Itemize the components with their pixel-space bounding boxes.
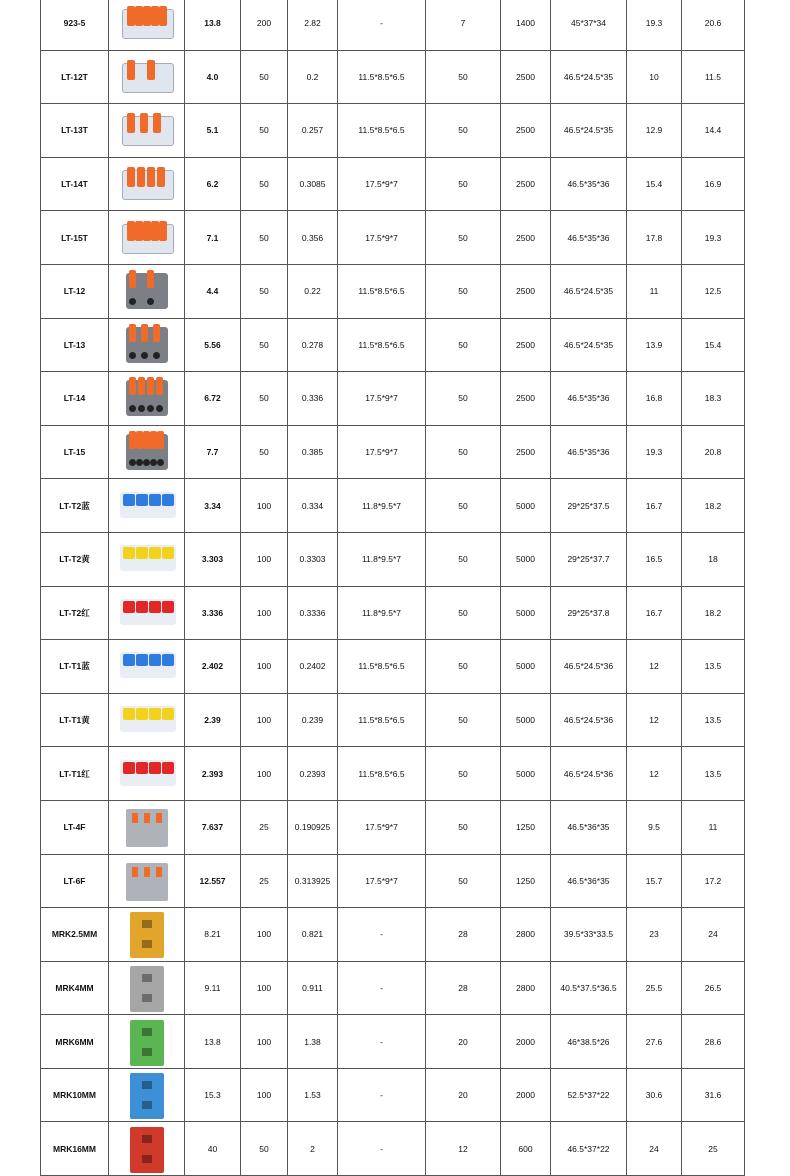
table-row <box>41 1122 745 1176</box>
product-image-cell <box>109 800 185 854</box>
product-image-cell <box>109 479 185 533</box>
product-image-cell <box>109 1122 185 1176</box>
model-cell: LT-T2黄 <box>41 532 109 586</box>
table-body <box>41 0 745 1176</box>
total-qty-cell: 2500 <box>501 425 551 479</box>
product-size-cell: - <box>338 908 426 962</box>
product-image-cell <box>109 425 185 479</box>
weight-cell: 0.313925 <box>288 854 338 908</box>
net-weight-cell: 12 <box>627 640 682 694</box>
pack-qty-cell: 100 <box>241 961 288 1015</box>
product-size-cell: - <box>338 1015 426 1069</box>
weight-cell: 0.3303 <box>288 532 338 586</box>
weight-cell: 0.22 <box>288 264 338 318</box>
carton-size-cell: 46.5*35*36 <box>551 211 627 265</box>
net-weight-cell: 27.6 <box>627 1015 682 1069</box>
model-cell: MRK4MM <box>41 961 109 1015</box>
carton-size-cell: 46.5*24.5*35 <box>551 104 627 158</box>
inline-red-icon <box>116 589 178 637</box>
product-size-cell: 11.8*9.5*7 <box>338 586 426 640</box>
pack-qty-cell: 25 <box>241 800 288 854</box>
carton-size-cell: 46.5*24.5*35 <box>551 318 627 372</box>
table-row <box>41 157 745 211</box>
product-image-cell <box>109 104 185 158</box>
net-weight-cell: 16.5 <box>627 532 682 586</box>
carton-size-cell: 29*25*37.7 <box>551 532 627 586</box>
table-row <box>41 586 745 640</box>
product-size-cell: 11.5*8.5*6.5 <box>338 104 426 158</box>
unit-price-cell: 13.8 <box>185 1015 241 1069</box>
net-weight-cell: 16.8 <box>627 372 682 426</box>
carton-count-cell: 50 <box>426 50 501 104</box>
gross-weight-cell: 18.3 <box>682 372 745 426</box>
pack-qty-cell: 100 <box>241 479 288 533</box>
model-cell: LT-14T <box>41 157 109 211</box>
pack-qty-cell: 25 <box>241 854 288 908</box>
total-qty-cell: 2500 <box>501 157 551 211</box>
inline-yellow-icon <box>116 696 178 744</box>
carton-count-cell: 50 <box>426 747 501 801</box>
net-weight-cell: 25.5 <box>627 961 682 1015</box>
total-qty-cell: 2800 <box>501 908 551 962</box>
carton-size-cell: 29*25*37.8 <box>551 586 627 640</box>
pack-qty-cell: 100 <box>241 1068 288 1122</box>
model-cell: LT-13T <box>41 104 109 158</box>
pack-qty-cell: 100 <box>241 1015 288 1069</box>
grey-2-lever-icon <box>116 267 178 315</box>
unit-price-cell: 3.336 <box>185 586 241 640</box>
grey-4-lever-icon <box>116 374 178 422</box>
table-row <box>41 1068 745 1122</box>
net-weight-cell: 9.5 <box>627 800 682 854</box>
carton-count-cell: 7 <box>426 0 501 50</box>
terminal-yellow-icon <box>116 910 178 958</box>
product-size-cell: 11.8*9.5*7 <box>338 479 426 533</box>
total-qty-cell: 5000 <box>501 640 551 694</box>
gross-weight-cell: 15.4 <box>682 318 745 372</box>
table-row <box>41 264 745 318</box>
gross-weight-cell: 31.6 <box>682 1068 745 1122</box>
carton-size-cell: 46.5*35*36 <box>551 372 627 426</box>
total-qty-cell: 5000 <box>501 586 551 640</box>
weight-cell: 2 <box>288 1122 338 1176</box>
product-size-cell: 17.5*9*7 <box>338 425 426 479</box>
model-cell: 923-5 <box>41 0 109 50</box>
carton-count-cell: 50 <box>426 211 501 265</box>
pack-qty-cell: 50 <box>241 372 288 426</box>
gross-weight-cell: 25 <box>682 1122 745 1176</box>
inline-blue-icon <box>116 482 178 530</box>
product-image-cell <box>109 264 185 318</box>
unit-price-cell: 7.1 <box>185 211 241 265</box>
unit-price-cell: 12.557 <box>185 854 241 908</box>
net-weight-cell: 11 <box>627 264 682 318</box>
table-row <box>41 0 745 50</box>
unit-price-cell: 13.8 <box>185 0 241 50</box>
total-qty-cell: 5000 <box>501 693 551 747</box>
product-image-cell <box>109 908 185 962</box>
weight-cell: 0.3336 <box>288 586 338 640</box>
carton-size-cell: 46.5*36*35 <box>551 854 627 908</box>
inline-blue-icon <box>116 642 178 690</box>
gross-weight-cell: 24 <box>682 908 745 962</box>
gross-weight-cell: 14.4 <box>682 104 745 158</box>
total-qty-cell: 2500 <box>501 318 551 372</box>
gross-weight-cell: 18.2 <box>682 586 745 640</box>
table-row <box>41 747 745 801</box>
gross-weight-cell: 18.2 <box>682 479 745 533</box>
table-row <box>41 479 745 533</box>
product-image-cell <box>109 640 185 694</box>
product-image-cell <box>109 211 185 265</box>
model-cell: LT-13 <box>41 318 109 372</box>
net-weight-cell: 15.7 <box>627 854 682 908</box>
unit-price-cell: 8.21 <box>185 908 241 962</box>
product-size-cell: 17.5*9*7 <box>338 372 426 426</box>
net-weight-cell: 12.9 <box>627 104 682 158</box>
carton-size-cell: 46.5*24.5*35 <box>551 50 627 104</box>
carton-count-cell: 12 <box>426 1122 501 1176</box>
table-row <box>41 1015 745 1069</box>
product-image-cell <box>109 747 185 801</box>
net-weight-cell: 10 <box>627 50 682 104</box>
total-qty-cell: 2000 <box>501 1068 551 1122</box>
pack-qty-cell: 50 <box>241 211 288 265</box>
product-image-cell <box>109 961 185 1015</box>
grey-3-lever-icon <box>116 321 178 369</box>
unit-price-cell: 40 <box>185 1122 241 1176</box>
product-size-cell: 17.5*9*7 <box>338 211 426 265</box>
weight-cell: 0.190925 <box>288 800 338 854</box>
carton-count-cell: 28 <box>426 961 501 1015</box>
inline-yellow-icon <box>116 535 178 583</box>
pack-qty-cell: 50 <box>241 104 288 158</box>
weight-cell: 0.3085 <box>288 157 338 211</box>
product-size-cell: 11.5*8.5*6.5 <box>338 693 426 747</box>
net-weight-cell: 17.8 <box>627 211 682 265</box>
model-cell: LT-14 <box>41 372 109 426</box>
weight-cell: 0.2402 <box>288 640 338 694</box>
unit-price-cell: 5.56 <box>185 318 241 372</box>
pack-qty-cell: 100 <box>241 908 288 962</box>
carton-size-cell: 46.5*36*35 <box>551 800 627 854</box>
net-weight-cell: 19.3 <box>627 425 682 479</box>
total-qty-cell: 2500 <box>501 104 551 158</box>
product-image-cell <box>109 318 185 372</box>
total-qty-cell: 2500 <box>501 264 551 318</box>
total-qty-cell: 1250 <box>501 854 551 908</box>
product-size-cell: 11.5*8.5*6.5 <box>338 747 426 801</box>
terminal-grey-icon <box>116 964 178 1012</box>
carton-size-cell: 45*37*34 <box>551 0 627 50</box>
pack-qty-cell: 50 <box>241 318 288 372</box>
product-size-cell: 11.5*8.5*6.5 <box>338 50 426 104</box>
carton-size-cell: 46.5*35*36 <box>551 157 627 211</box>
terminal-red-icon <box>116 1125 178 1173</box>
total-qty-cell: 2500 <box>501 211 551 265</box>
carton-count-cell: 50 <box>426 264 501 318</box>
table-row <box>41 961 745 1015</box>
table-row <box>41 532 745 586</box>
total-qty-cell: 1400 <box>501 0 551 50</box>
weight-cell: 1.53 <box>288 1068 338 1122</box>
model-cell: LT-T1红 <box>41 747 109 801</box>
product-size-cell: - <box>338 961 426 1015</box>
unit-price-cell: 5.1 <box>185 104 241 158</box>
model-cell: MRK6MM <box>41 1015 109 1069</box>
carton-count-cell: 50 <box>426 532 501 586</box>
pack-qty-cell: 50 <box>241 425 288 479</box>
net-weight-cell: 13.9 <box>627 318 682 372</box>
carton-size-cell: 39.5*33*33.5 <box>551 908 627 962</box>
pack-qty-cell: 100 <box>241 693 288 747</box>
net-weight-cell: 30.6 <box>627 1068 682 1122</box>
gross-weight-cell: 13.5 <box>682 747 745 801</box>
product-image-cell <box>109 693 185 747</box>
carton-size-cell: 52.5*37*22 <box>551 1068 627 1122</box>
product-image-cell <box>109 50 185 104</box>
unit-price-cell: 15.3 <box>185 1068 241 1122</box>
model-cell: MRK16MM <box>41 1122 109 1176</box>
carton-count-cell: 28 <box>426 908 501 962</box>
weight-cell: 0.257 <box>288 104 338 158</box>
model-cell: LT-6F <box>41 854 109 908</box>
model-cell: LT-T1蓝 <box>41 640 109 694</box>
weight-cell: 0.385 <box>288 425 338 479</box>
product-image-cell <box>109 1015 185 1069</box>
model-cell: LT-15T <box>41 211 109 265</box>
total-qty-cell: 1250 <box>501 800 551 854</box>
table-row <box>41 693 745 747</box>
clear-4-lever-orange-icon <box>116 160 178 208</box>
table-row <box>41 800 745 854</box>
terminal-blue-icon <box>116 1071 178 1119</box>
gross-weight-cell: 20.6 <box>682 0 745 50</box>
model-cell: LT-4F <box>41 800 109 854</box>
table-row <box>41 640 745 694</box>
weight-cell: 0.821 <box>288 908 338 962</box>
total-qty-cell: 2500 <box>501 50 551 104</box>
weight-cell: 0.239 <box>288 693 338 747</box>
pack-qty-cell: 200 <box>241 0 288 50</box>
carton-count-cell: 20 <box>426 1015 501 1069</box>
weight-cell: 0.911 <box>288 961 338 1015</box>
unit-price-cell: 2.39 <box>185 693 241 747</box>
unit-price-cell: 7.7 <box>185 425 241 479</box>
product-size-cell: 17.5*9*7 <box>338 854 426 908</box>
unit-price-cell: 9.11 <box>185 961 241 1015</box>
clear-2-lever-orange-icon <box>116 53 178 101</box>
carton-count-cell: 50 <box>426 640 501 694</box>
table-row <box>41 425 745 479</box>
model-cell: LT-T2蓝 <box>41 479 109 533</box>
carton-size-cell: 40.5*37.5*36.5 <box>551 961 627 1015</box>
table-row <box>41 318 745 372</box>
gross-weight-cell: 17.2 <box>682 854 745 908</box>
total-qty-cell: 5000 <box>501 479 551 533</box>
product-size-cell: 11.5*8.5*6.5 <box>338 318 426 372</box>
carton-size-cell: 46.5*24.5*35 <box>551 264 627 318</box>
model-cell: LT-T1黄 <box>41 693 109 747</box>
weight-cell: 0.278 <box>288 318 338 372</box>
weight-cell: 0.334 <box>288 479 338 533</box>
total-qty-cell: 2000 <box>501 1015 551 1069</box>
carton-count-cell: 20 <box>426 1068 501 1122</box>
product-size-cell: - <box>338 1122 426 1176</box>
product-size-cell: 11.5*8.5*6.5 <box>338 264 426 318</box>
total-qty-cell: 5000 <box>501 532 551 586</box>
weight-cell: 0.2393 <box>288 747 338 801</box>
table-row <box>41 50 745 104</box>
model-cell: LT-12T <box>41 50 109 104</box>
gross-weight-cell: 28.6 <box>682 1015 745 1069</box>
product-image-cell <box>109 0 185 50</box>
total-qty-cell: 5000 <box>501 747 551 801</box>
product-image-cell <box>109 586 185 640</box>
pack-qty-cell: 100 <box>241 532 288 586</box>
carton-size-cell: 46*38.5*26 <box>551 1015 627 1069</box>
unit-price-cell: 3.303 <box>185 532 241 586</box>
product-image-cell <box>109 1068 185 1122</box>
product-size-cell: - <box>338 1068 426 1122</box>
carton-count-cell: 50 <box>426 693 501 747</box>
carton-size-cell: 46.5*37*22 <box>551 1122 627 1176</box>
model-cell: MRK10MM <box>41 1068 109 1122</box>
carton-count-cell: 50 <box>426 104 501 158</box>
weight-cell: 0.2 <box>288 50 338 104</box>
clear-5-lever-orange-icon <box>116 0 178 47</box>
carton-count-cell: 50 <box>426 318 501 372</box>
unit-price-cell: 2.393 <box>185 747 241 801</box>
net-weight-cell: 12 <box>627 693 682 747</box>
weight-cell: 2.82 <box>288 0 338 50</box>
table-row <box>41 104 745 158</box>
pack-qty-cell: 100 <box>241 747 288 801</box>
clear-5-lever-orange-icon <box>116 214 178 262</box>
gross-weight-cell: 19.3 <box>682 211 745 265</box>
net-weight-cell: 19.3 <box>627 0 682 50</box>
carton-size-cell: 29*25*37.5 <box>551 479 627 533</box>
clear-3-lever-orange-icon <box>116 106 178 154</box>
net-weight-cell: 12 <box>627 747 682 801</box>
pack-qty-cell: 100 <box>241 586 288 640</box>
model-cell: LT-T2红 <box>41 586 109 640</box>
total-qty-cell: 2800 <box>501 961 551 1015</box>
net-weight-cell: 15.4 <box>627 157 682 211</box>
table-row <box>41 372 745 426</box>
product-size-cell: 17.5*9*7 <box>338 157 426 211</box>
weight-cell: 1.38 <box>288 1015 338 1069</box>
product-size-cell: 11.8*9.5*7 <box>338 532 426 586</box>
gross-weight-cell: 18 <box>682 532 745 586</box>
table-row <box>41 908 745 962</box>
carton-count-cell: 50 <box>426 372 501 426</box>
pack-qty-cell: 50 <box>241 264 288 318</box>
carton-count-cell: 50 <box>426 586 501 640</box>
gross-weight-cell: 16.9 <box>682 157 745 211</box>
model-cell: MRK2.5MM <box>41 908 109 962</box>
carton-size-cell: 46.5*24.5*36 <box>551 747 627 801</box>
product-size-cell: 17.5*9*7 <box>338 800 426 854</box>
product-image-cell <box>109 372 185 426</box>
pack-qty-cell: 100 <box>241 640 288 694</box>
table-row <box>41 854 745 908</box>
unit-price-cell: 4.0 <box>185 50 241 104</box>
carton-count-cell: 50 <box>426 800 501 854</box>
net-weight-cell: 16.7 <box>627 479 682 533</box>
product-spec-table <box>40 0 745 1176</box>
product-image-cell <box>109 157 185 211</box>
pack-qty-cell: 50 <box>241 1122 288 1176</box>
gross-weight-cell: 11 <box>682 800 745 854</box>
carton-size-cell: 46.5*24.5*36 <box>551 693 627 747</box>
unit-price-cell: 2.402 <box>185 640 241 694</box>
net-weight-cell: 24 <box>627 1122 682 1176</box>
net-weight-cell: 16.7 <box>627 586 682 640</box>
inline-red-icon <box>116 750 178 798</box>
weight-cell: 0.336 <box>288 372 338 426</box>
unit-price-cell: 3.34 <box>185 479 241 533</box>
product-image-cell <box>109 532 185 586</box>
gross-weight-cell: 13.5 <box>682 693 745 747</box>
din-rail-4-icon <box>116 803 178 851</box>
terminal-green-icon <box>116 1018 178 1066</box>
model-cell: LT-12 <box>41 264 109 318</box>
weight-cell: 0.356 <box>288 211 338 265</box>
pack-qty-cell: 50 <box>241 50 288 104</box>
gross-weight-cell: 13.5 <box>682 640 745 694</box>
unit-price-cell: 6.72 <box>185 372 241 426</box>
unit-price-cell: 7.637 <box>185 800 241 854</box>
net-weight-cell: 23 <box>627 908 682 962</box>
carton-count-cell: 50 <box>426 425 501 479</box>
total-qty-cell: 600 <box>501 1122 551 1176</box>
model-cell: LT-15 <box>41 425 109 479</box>
din-rail-6-icon <box>116 857 178 905</box>
gross-weight-cell: 11.5 <box>682 50 745 104</box>
unit-price-cell: 4.4 <box>185 264 241 318</box>
carton-size-cell: 46.5*35*36 <box>551 425 627 479</box>
carton-count-cell: 50 <box>426 854 501 908</box>
gross-weight-cell: 26.5 <box>682 961 745 1015</box>
carton-size-cell: 46.5*24.5*36 <box>551 640 627 694</box>
grey-5-lever-icon <box>116 428 178 476</box>
product-image-cell <box>109 854 185 908</box>
carton-count-cell: 50 <box>426 157 501 211</box>
unit-price-cell: 6.2 <box>185 157 241 211</box>
product-size-cell: 11.5*8.5*6.5 <box>338 640 426 694</box>
gross-weight-cell: 20.8 <box>682 425 745 479</box>
total-qty-cell: 2500 <box>501 372 551 426</box>
gross-weight-cell: 12.5 <box>682 264 745 318</box>
pack-qty-cell: 50 <box>241 157 288 211</box>
product-size-cell: - <box>338 0 426 50</box>
carton-count-cell: 50 <box>426 479 501 533</box>
table-row <box>41 211 745 265</box>
